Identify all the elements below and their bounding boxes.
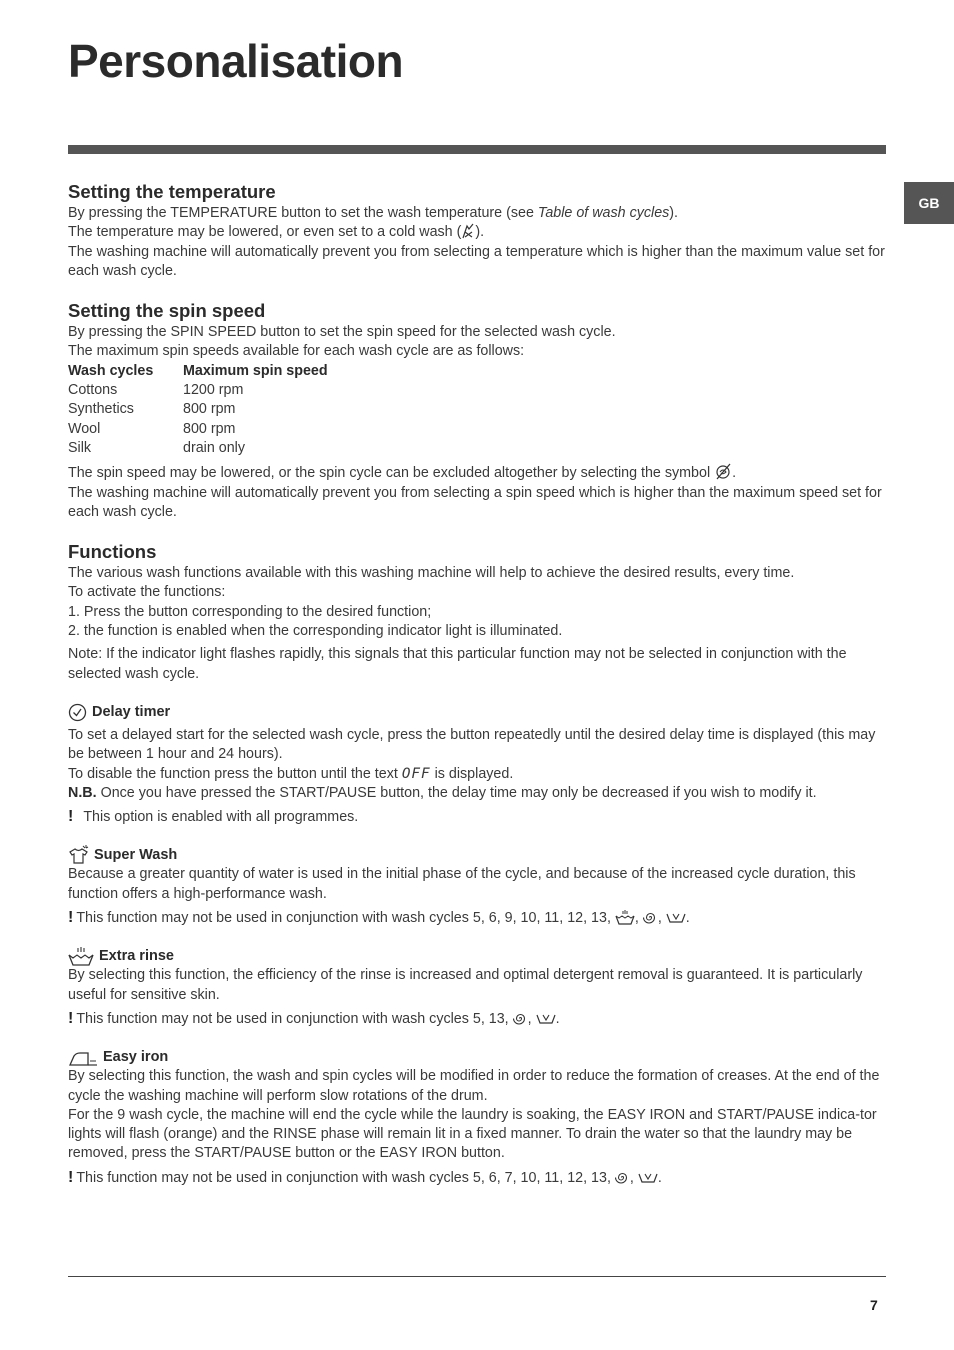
table-cell: Synthetics xyxy=(68,401,134,418)
spin-paragraph-3: The spin speed may be lowered, or the spin cycle can be excluded altogether by selecting the symbol . xyxy=(68,462,888,483)
footer-rule xyxy=(68,1276,886,1277)
no-spin-icon xyxy=(714,462,732,480)
spiral-spin-icon xyxy=(513,1011,528,1026)
table-header-speed: Maximum spin speed xyxy=(183,362,328,379)
functions-paragraph-2: To activate the functions: xyxy=(68,584,226,601)
easy-iron-paragraph-1: By selecting this function, the wash and spin cycles will be modified in order to reduce the formation of creases. At the end of the cycle the washing machine will perform slow rotations of the drum. xyxy=(68,1068,880,1104)
functions-step-1: 1. Press the button corresponding to the desired function; xyxy=(68,603,432,620)
temperature-heading: Setting the temperature xyxy=(68,181,276,202)
temperature-paragraph-1: By pressing the TEMPERATURE button to set the wash temperature (see Table of wash cycles). xyxy=(68,205,679,221)
spin-section xyxy=(68,299,888,522)
shirt-icon xyxy=(68,845,89,865)
language-tab: GB xyxy=(904,182,954,224)
delay-nb: N.B. Once you have pressed the START/PAUSE button, the delay time may only be decreased if you wish to modify it. xyxy=(68,784,817,801)
table-cell: 800 rpm xyxy=(183,420,236,437)
iron-icon xyxy=(68,1051,98,1067)
delay-paragraph-2: To disable the function press the button until the text OFF is displayed. xyxy=(68,765,514,782)
drain-icon xyxy=(638,1170,658,1185)
delay-timer-heading: Delay timer xyxy=(68,702,888,722)
super-wash-paragraph-1: Because a greater quantity of water is used in the initial phase of the cycle, and because of the increased cycle duration, this function offers a high-performance wash. xyxy=(68,866,856,902)
functions-section xyxy=(68,540,888,1188)
delay-warning: ! This option is enabled with all programmes. xyxy=(68,808,359,826)
table-cell: Silk xyxy=(68,439,92,456)
warning-mark: ! xyxy=(68,909,74,927)
rinse-basin-icon xyxy=(615,910,635,925)
warning-mark: ! xyxy=(68,1009,74,1027)
extra-rinse-heading: Extra rinse xyxy=(68,946,888,966)
functions-heading: Functions xyxy=(68,541,157,563)
spin-paragraph-2: The maximum spin speeds available for each wash cycle are as follows: xyxy=(68,343,525,360)
easy-iron-heading: Easy iron xyxy=(68,1047,888,1067)
page-title: Personalisation xyxy=(68,35,404,87)
temperature-section xyxy=(68,180,888,281)
table-cell: 1200 rpm xyxy=(183,382,244,399)
functions-step-2: 2. the function is enabled when the corresponding indicator light is illuminated. xyxy=(68,623,563,640)
rinse-basin-icon xyxy=(68,947,94,966)
drain-icon xyxy=(666,910,686,925)
drain-icon xyxy=(536,1011,556,1026)
easy-iron-paragraph-2: For the 9 wash cycle, the machine will end the cycle while the laundry is soaking, the EASY IRON and START/PAUSE indica-tor lights will flash (orange) and the RINSE phase will remain lit in a fixed manner. To drain the water so that the laundry may be removed, press the START/PAUSE button or the EASY IRON button. xyxy=(68,1106,877,1162)
warning-mark: ! xyxy=(68,1168,74,1186)
spiral-spin-icon xyxy=(615,1170,630,1185)
page-content xyxy=(68,180,888,1188)
spin-heading: Setting the spin speed xyxy=(68,300,266,322)
extra-rinse-warning: ! This function may not be used in conjunction with wash cycles 5, 13, , . xyxy=(68,1009,560,1027)
cold-wash-icon xyxy=(461,223,475,239)
table-cell: drain only xyxy=(183,439,245,456)
clock-icon xyxy=(68,703,87,722)
warning-mark: ! xyxy=(68,808,74,826)
easy-iron-warning: ! This function may not be used in conjunction with wash cycles 5, 6, 7, 10, 11, 12, 13, , . xyxy=(68,1168,662,1186)
functions-paragraph-1: The various wash functions available with this washing machine will help to achieve the desired results, every time. xyxy=(68,565,795,582)
table-cell: Cottons xyxy=(68,382,118,399)
spin-paragraph-1: By pressing the SPIN SPEED button to set the spin speed for the selected wash cycle. xyxy=(68,324,616,341)
delay-paragraph-1: To set a delayed start for the selected wash cycle, press the button repeatedly until the desired delay time is displayed (this may be between 1 hour and 24 hours). xyxy=(68,726,876,763)
temperature-paragraph-3: The washing machine will automatically prevent you from selecting a temperature which is higher than the maximum value set for each wash cycle. xyxy=(68,243,885,279)
functions-note: Note: If the indicator light flashes rapidly, this signals that this particular function may not be selected in conjunction with the selected wash cycle. xyxy=(68,646,847,682)
page-number: 7 xyxy=(870,1297,878,1313)
extra-rinse-paragraph-1: By selecting this function, the efficiency of the rinse is increased and optimal detergent removal is guaranteed. It is particularly useful for sensitive skin. xyxy=(68,967,863,1003)
table-cell: 800 rpm xyxy=(183,401,236,418)
spiral-spin-icon xyxy=(643,910,658,925)
spin-speed-table xyxy=(68,362,888,458)
spin-paragraph-4: The washing machine will automatically prevent you from selecting a spin speed which is higher than the maximum speed set for each wash cycle. xyxy=(68,484,882,520)
super-wash-warning: ! This function may not be used in conjunction with wash cycles 5, 6, 9, 10, 11, 12, 13, , , . xyxy=(68,909,690,927)
header-rule xyxy=(68,145,886,154)
off-display-text: OFF xyxy=(401,765,431,782)
super-wash-heading: Super Wash xyxy=(68,845,888,865)
table-header-cycles: Wash cycles xyxy=(68,362,154,379)
temperature-paragraph-2: The temperature may be lowered, or even set to a cold wash ( ). xyxy=(68,224,485,241)
table-cell: Wool xyxy=(68,420,101,437)
